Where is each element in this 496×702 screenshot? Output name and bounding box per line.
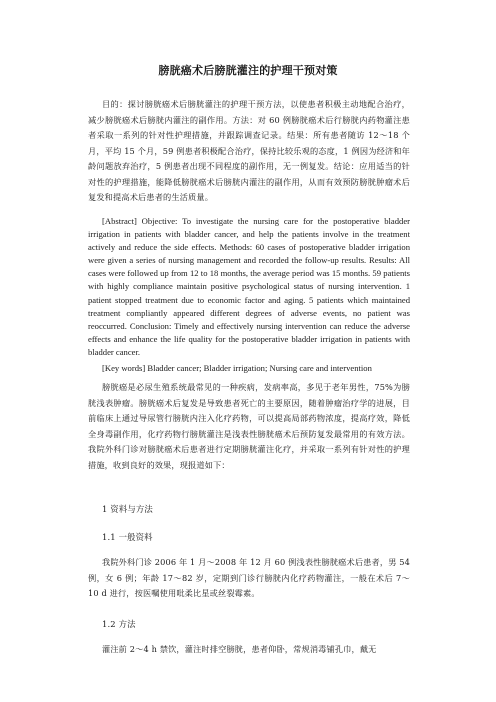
- section-heading-1-2: 1.2 方法: [102, 619, 136, 629]
- section-1-1-body: [88, 555, 410, 602]
- section-1-1-text: 我院外科门诊 2006 年 1 月～2008 年 12 月 60 例浅表性膀胱癌术后患者，男 54 例，女 6 例；年龄 17～82 岁，定期到门诊行膀胱内化疗药物灌注，一般在术后 7～10 d 进行，按医嘱使用吡柔比星或丝裂霉素。: [88, 557, 411, 598]
- paper-title: 膀胱癌术后膀胱灌注的护理干预对策: [158, 64, 338, 77]
- introduction-text: 膀胱癌是必尿生殖系统最常见的一种疾病，发病率高，多见于老年男性，75%为膀胱浅表肿瘤。膀胱癌术后复发是导致患者死亡的主要原因，随着肿瘤治疗学的进展，目前临床上通过导尿管行膀胱内注入化疗药物，可以提高局部药物浓度，提高疗效，降低全身毒副作用，化疗药物行膀胱灌注是浅表性膀胱癌术后预防复发最常用的有效方法。我院外科门诊对膀胱癌术后患者进行定期膀胱灌注化疗，并采取一系列有针对性的护理措施，收到良好的效果，现报道如下：: [88, 382, 410, 470]
- introduction: [88, 380, 410, 473]
- abstract-chinese-text: 目的：探讨膀胱癌术后膀胱灌注的护理干预方法，以使患者积极主动地配合治疗，减少膀胱癌术后膀胱内灌注的副作用。方法：对 60 例膀胱癌术后行膀胱内药物灌注患者采取一系列的针对性护理措施，并跟踪调查记录。结果：所有患者随访 12～18 个月，平均 15 个月，59 例患者积极配合治疗，保持比较乐观的态度，1 例因为经济和年龄问题放弃治疗，5 例患者出现不同程度的副作用，无一例复发。结论：应用适当的针对性的护理措施，能降低膀胱癌术后膀胱内灌注的副作用，从而有效预防膀胱肿瘤术后复发和提高术后患者的生活质量。: [88, 99, 410, 202]
- section-1-2-body: [88, 642, 410, 658]
- abstract-english-text: [Abstract] Objective: To investigate the nursing care for the postoperative bladder irrigation in patients with bladder cancer, and help the patients involve in the treatment actively and reduce the side effects. Methods: 60 cases of postoperative bladder irrigation were given a series of nursing management and recorded the follow-up results. Results: All cases were followed up from 12 to 18 months, the average period was 15 months. 59 patients with highly compliance maintain positive psychological status of nursing intervention. 1 patient stopped treatment due to economic factor and aging. 5 patients which maintained treatment compliantly appeared different degrees of adverse events, no patient was reoccurred. Conclusion: Timely and effectively nursing intervention can reduce the adverse effects and enhance the life quality for the postoperative bladder irrigation in patients with bladder cancer.: [88, 216, 410, 357]
- keywords-text: [Key words] Bladder cancer; Bladder irrigation; Nursing care and intervention: [102, 363, 372, 373]
- section-heading-1-1: 1.1 一般资料: [102, 532, 153, 542]
- section-heading-1: 1 资料与方法: [102, 504, 153, 514]
- keywords: [88, 362, 410, 375]
- abstract-english: [88, 215, 410, 359]
- section-1-2-text: 灌注前 2～4 h 禁饮，灌注时排空膀胱，患者仰卧，常规消毒铺孔巾，戴无: [102, 644, 377, 654]
- abstract-chinese: [88, 97, 410, 206]
